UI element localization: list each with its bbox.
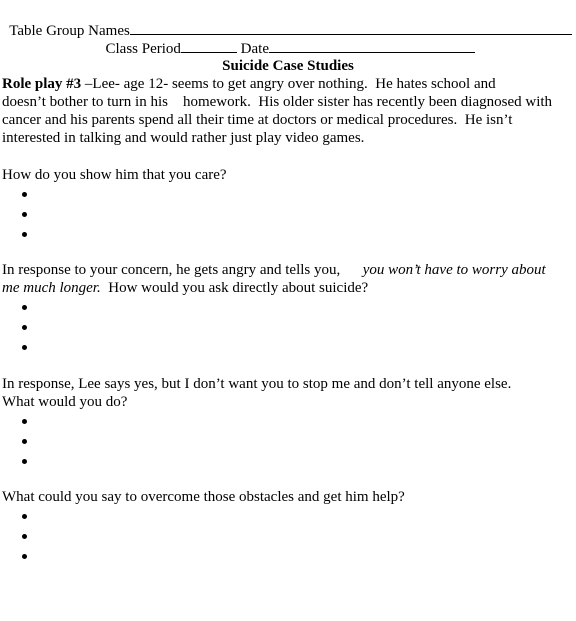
question-3-line-2: What would you do? (2, 394, 128, 410)
question-2-quote: you won’t have to worry about (362, 262, 546, 278)
scenario-line-1 (2, 75, 496, 93)
question-2-text: In response to your concern, he gets angry and tells you, (2, 262, 363, 278)
date-blank[interactable] (269, 38, 475, 53)
class-date-line (98, 20, 475, 58)
group-names-label: Table Group Names (9, 23, 130, 39)
scenario-line-4: interested in talking and would rather just play video games. (2, 130, 365, 146)
question-2-line-2 (2, 279, 368, 297)
question-1: How do you show him that you care? (2, 167, 227, 183)
date-label: Date (240, 41, 269, 57)
class-period-blank[interactable] (181, 38, 237, 53)
question-3-line-1: In response, Lee says yes, but I don’t want you to stop me and don’t tell anyone else. (2, 376, 512, 392)
scenario-text-1: –Lee- age 12- seems to get angry over nothing. He hates school and (81, 76, 496, 92)
page-title: Suicide Case Studies (222, 58, 354, 74)
scenario-line-2: doesn’t bother to turn in his homework. His older sister has recently been diagnosed with (2, 94, 553, 110)
question-2-ask: How would you ask directly about suicide? (100, 280, 369, 296)
question-2-quote-end: me much longer. (2, 280, 101, 296)
question-2-line-1 (2, 261, 546, 279)
question-4: What could you say to overcome those obstacles and get him help? (2, 489, 405, 505)
scenario-line-3: cancer and his parents spend all their time at doctors or medical procedures. He isn’t (2, 112, 513, 128)
class-period-label: Class Period (105, 41, 181, 57)
scenario-label: Role play #3 (2, 76, 82, 92)
